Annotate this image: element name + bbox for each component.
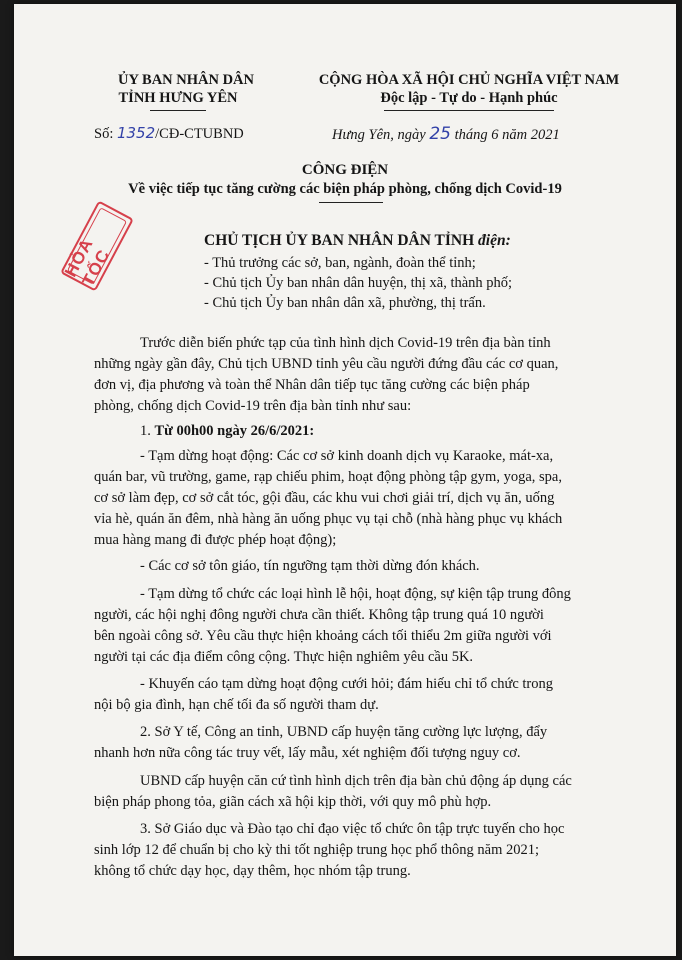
recipient-1: - Thủ trưởng các sở, ban, ngành, đoàn thể tỉnh; — [204, 255, 476, 271]
country-line-1: CỘNG HÒA XÃ HỘI CHỦ NGHĨA VIỆT NAM — [318, 72, 620, 88]
subject-underline — [319, 202, 383, 203]
country-line-2: Độc lập - Tự do - Hạnh phúc — [380, 90, 558, 106]
item1d-line-1: - Khuyến cáo tạm dừng hoạt động cưới hỏi; đám hiếu chỉ tổ chức trong — [140, 676, 553, 692]
item1a-line-3: cơ sở làm đẹp, cơ sở cắt tóc, gội đầu, các khu vui chơi giải trí, dịch vụ ăn, uống — [94, 490, 555, 506]
place-date-suffix: tháng 6 năm 2021 — [454, 127, 560, 143]
recipient-2: - Chủ tịch Ủy ban nhân dân huyện, thị xã, thành phố; — [204, 275, 513, 291]
item2b-line-2: biện pháp phong tỏa, giãn cách xã hội kịp thời, với quy mô phù hợp. — [94, 794, 492, 810]
item2-line-1: 2. Sở Y tế, Công an tỉnh, UBND cấp huyện tăng cường lực lượng, đẩy — [140, 724, 548, 740]
handwritten-day: 25 — [429, 124, 451, 144]
urgent-stamp — [60, 200, 134, 291]
handwritten-number: 1352 — [116, 124, 156, 142]
item1a-line-5: mua hàng mang đi được phép hoạt động); — [94, 532, 337, 548]
item2b-line-1: UBND cấp huyện căn cứ tình hình dịch trên địa bàn chủ động áp dụng các — [140, 773, 572, 789]
number-suffix: /CĐ-CTUBND — [155, 126, 244, 142]
org-line-2: TỈNH HƯNG YÊN — [118, 90, 238, 106]
stamp-text: HỎA TỐC — [61, 235, 114, 290]
intro-line-1: Trước diễn biến phức tạp của tình hình dịch Covid-19 trên địa bàn tỉnh — [140, 335, 551, 351]
item1c-line-2: người, các hội nghị đông người chưa cần thiết. Không tập trung quá 10 người — [94, 607, 544, 623]
item3-line-3: không tổ chức dạy học, dạy thêm, học nhóm tập trung. — [94, 863, 411, 879]
motto-underline — [384, 110, 554, 111]
item1b-line-1: - Các cơ sở tôn giáo, tín ngưỡng tạm thời dừng đón khách. — [140, 558, 480, 574]
item1c-line-3: bên ngoài công sở. Yêu cầu thực hiện khoảng cách tối thiểu 2m giữa người với — [94, 628, 552, 644]
recipient-3: - Chủ tịch Ủy ban nhân dân xã, phường, thị trấn. — [204, 295, 486, 311]
item1d-line-2: nội bộ gia đình, hạn chế tối đa số người tham dự. — [94, 697, 379, 713]
document-subject: Về việc tiếp tục tăng cường các biện pháp phòng, chống dịch Covid-19 — [128, 181, 562, 197]
intro-line-3: đơn vị, địa phương và toàn thể Nhân dân tiếp tục tăng cường các biện pháp — [94, 377, 530, 393]
sender-heading — [204, 232, 511, 250]
item1a-line-4: vỉa hè, quán ăn đêm, nhà hàng ăn uống phục vụ tại chỗ (nhà hàng phục vụ khách — [94, 511, 563, 527]
number-prefix: Số: — [94, 126, 114, 142]
item1a-line-1: - Tạm dừng hoạt động: Các cơ sở kinh doanh dịch vụ Karaoke, mát-xa, — [140, 448, 554, 464]
intro-line-2: những ngày gần đây, Chủ tịch UBND tỉnh yêu cầu người đứng đầu các cơ quan, — [94, 356, 559, 372]
place-date — [332, 124, 560, 144]
intro-line-4: phòng, chống dịch Covid-19 trên địa bàn tỉnh như sau: — [94, 398, 412, 414]
document-page — [14, 4, 676, 956]
item2-line-2: nhanh hơn nữa công tác truy vết, lấy mẫu, xét nghiệm đối tượng nguy cơ. — [94, 745, 521, 761]
org-underline — [150, 110, 206, 111]
item3-line-1: 3. Sở Giáo dục và Đào tạo chỉ đạo việc tổ chức ôn tập trực tuyến cho học — [140, 821, 565, 837]
item1a-line-2: quán bar, vũ trường, game, rạp chiếu phim, hoạt động phòng tập gym, yoga, spa, — [94, 469, 562, 485]
document-type: CÔNG ĐIỆN — [301, 162, 389, 178]
org-line-1: ỦY BAN NHÂN DÂN — [118, 72, 255, 88]
item3-line-2: sinh lớp 12 để chuẩn bị cho kỳ thi tốt nghiệp trung học phổ thông năm 2021; — [94, 842, 540, 858]
sender-heading-text: CHỦ TỊCH ỦY BAN NHÂN DÂN TỈNH — [204, 232, 475, 249]
document-number — [94, 124, 244, 143]
item1-title: Từ 00h00 ngày 26/6/2021: — [154, 423, 315, 439]
item1-heading — [140, 422, 314, 440]
item1-number: 1. — [140, 423, 151, 439]
place-date-prefix: Hưng Yên, ngày — [332, 127, 426, 143]
sender-heading-suffix: điện: — [478, 232, 511, 249]
item1c-line-4: người tại các địa điểm công cộng. Thực hiện nghiêm yêu cầu 5K. — [94, 649, 474, 665]
item1c-line-1: - Tạm dừng tổ chức các loại hình lễ hội, hoạt động, sự kiện tập trung đông — [140, 586, 571, 602]
